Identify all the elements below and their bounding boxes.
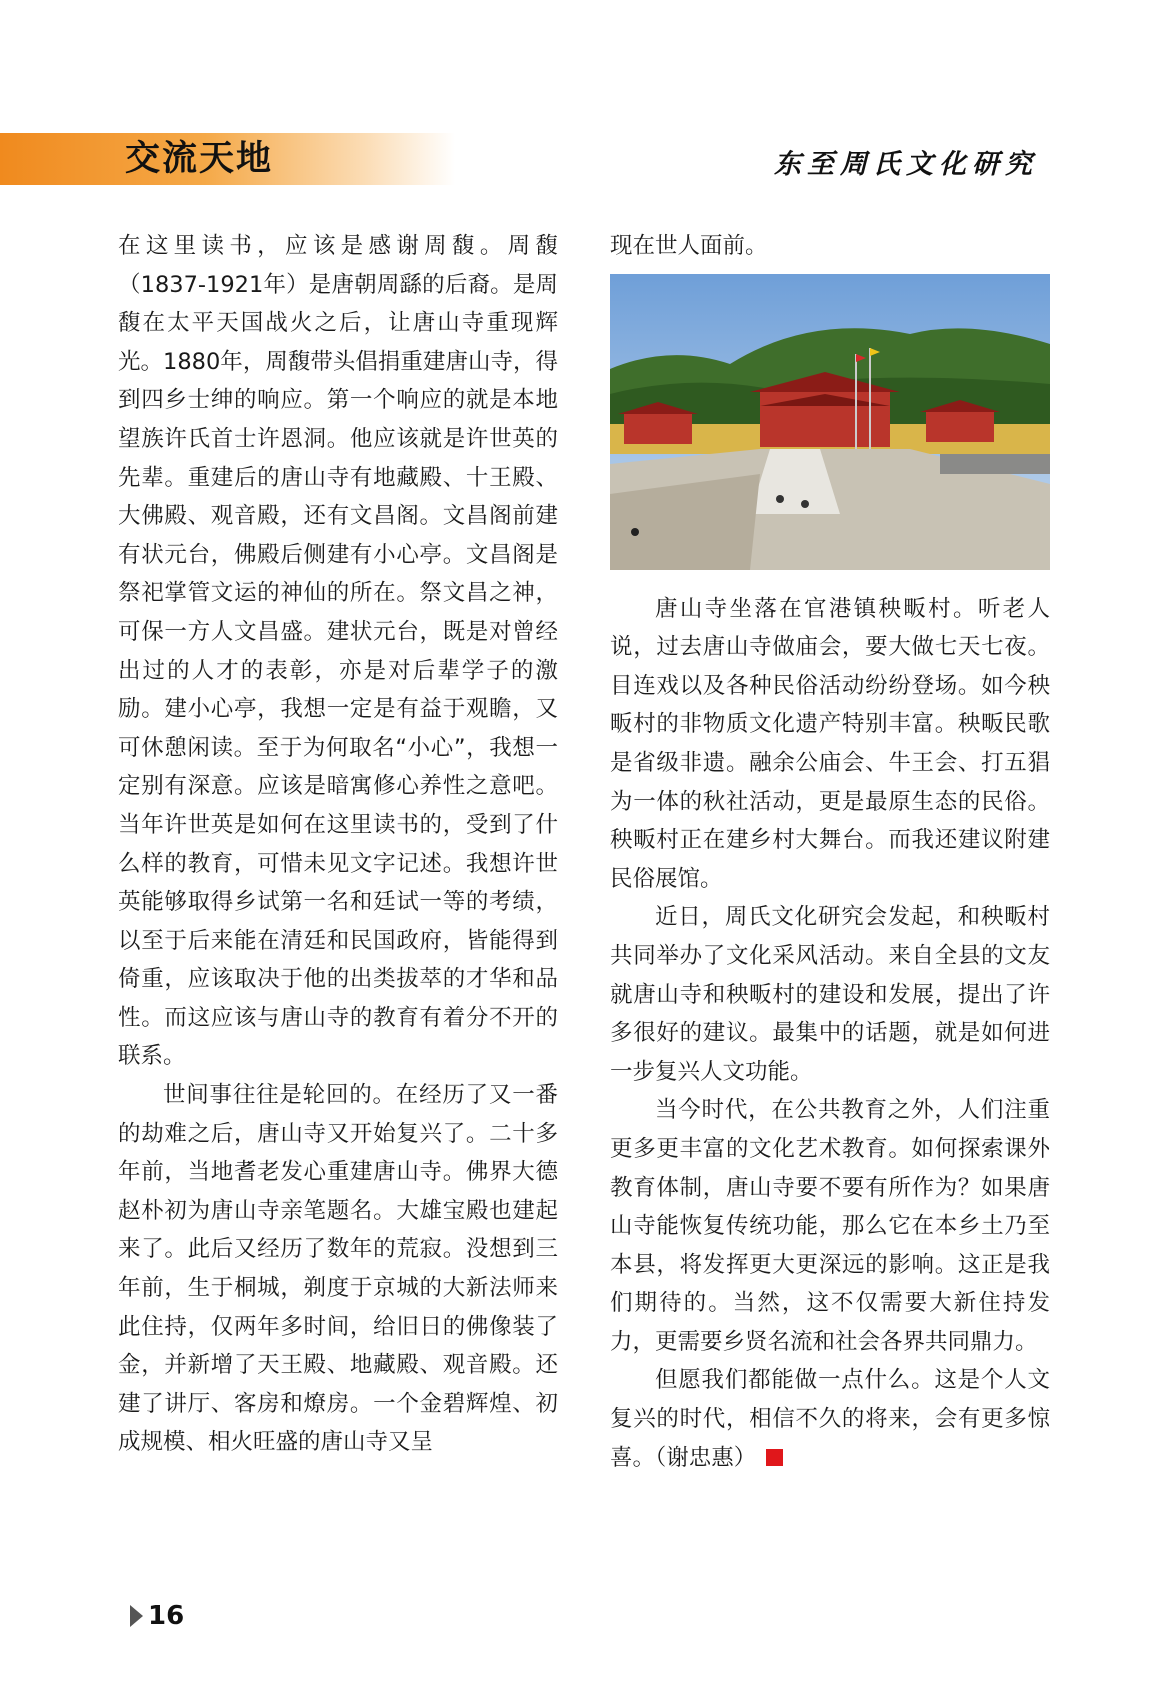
page-number bbox=[130, 1601, 184, 1631]
paragraph: 现在世人面前。 bbox=[610, 233, 768, 259]
paragraph: 近日，周氏文化研究会发起，和秧畈村共同举办了文化采风活动。来自全县的文友就唐山寺和秧畈村的建设和发展，提出了许多很好的建议。最集中的话题，就是如何进一步复兴人文功能。 bbox=[610, 904, 1050, 1085]
paragraph-text: 但愿我们都能做一点什么。这是个人文复兴的时代，相信不久的将来，会有更多惊喜。（谢忠惠） bbox=[610, 1367, 1050, 1471]
paragraph: 当今时代，在公共教育之外，人们注重更多更丰富的文化艺术教育。如何探索课外教育体制，唐山寺要不要有所作为？如果唐山寺能恢复传统功能，那么它在本乡土乃至本县，将发挥更大更深远的影响。这正是我们期待的。当然，这不仅需要大新住持发力，更需要乡贤名流和社会各界共同鼎力。 bbox=[610, 1097, 1050, 1355]
temple-illustration bbox=[610, 274, 1050, 570]
end-mark-icon bbox=[766, 1449, 783, 1466]
journal-name: 东至周氏文化研究 bbox=[774, 149, 1038, 180]
paragraph: 在这里读书，应该是感谢周馥。周馥（1837-1921年）是唐朝周繇的后裔。是周馥在太平天国战火之后，让唐山寺重现辉光。1880年，周馥带头倡捐重建唐山寺，得到四乡士绅的响应。第一个响应的就是本地望族许氏首士许恩洞。他应该就是许世英的先辈。重建后的唐山寺有地藏殿、十王殿、大佛殿、观音殿，还有文昌阁。文昌阁前建有状元台，佛殿后侧建有小心亭。文昌阁是祭祀掌管文运的神仙的所在。祭文昌之神，可保一方人文昌盛。建状元台，既是对曾经出过的人才的表彰，亦是对后辈学子的激励。建小心亭，我想一定是有益于观瞻，又可休憩闲读。至于为何取名“小心”，我想一定别有深意。应该是暗寓修心养性之意吧。当年许世英是如何在这里读书的，受到了什么样的教育，可惜未见文字记述。我想许世英能够取得乡试第一名和廷试一等的考绩，以至于后来能在清廷和民国政府，皆能得到倚重，应该取决于他的出类拔萃的才华和品性。而这应该与唐山寺的教育有着分不开的联系。 bbox=[118, 233, 558, 1070]
section-title: 交流天地 bbox=[125, 139, 274, 179]
paragraph bbox=[610, 1361, 1050, 1477]
page-number-text: 16 bbox=[148, 1601, 185, 1631]
temple-photo bbox=[610, 274, 1050, 570]
paragraph: 世间事往往是轮回的。在经历了又一番的劫难之后，唐山寺又开始复兴了。二十多年前，当地耆老发心重建唐山寺。佛界大德赵朴初为唐山寺亲笔题名。大雄宝殿也建起来了。此后又经历了数年的荒寂。没想到三年前，生于桐城，剃度于京城的大新法师来此住持，仅两年多时间，给旧日的佛像装了金，并新增了天王殿、地藏殿、观音殿。还建了讲厅、客房和燎房。一个金碧辉煌、初成规模、相火旺盛的唐山寺又呈 bbox=[118, 1082, 558, 1456]
paragraph: 唐山寺坐落在官港镇秧畈村。听老人说，过去唐山寺做庙会，要大做七天七夜。目连戏以及各种民俗活动纷纷登场。如今秧畈村的非物质文化遗产特别丰富。秧畈民歌是省级非遗。融余公庙会、牛王会、打五猖为一体的秋社活动，更是最原生态的民俗。秧畈村正在建乡村大舞台。而我还建议附建民俗展馆。 bbox=[610, 595, 1050, 892]
article-right-column bbox=[610, 227, 1050, 1477]
article-left-column bbox=[118, 227, 558, 1462]
